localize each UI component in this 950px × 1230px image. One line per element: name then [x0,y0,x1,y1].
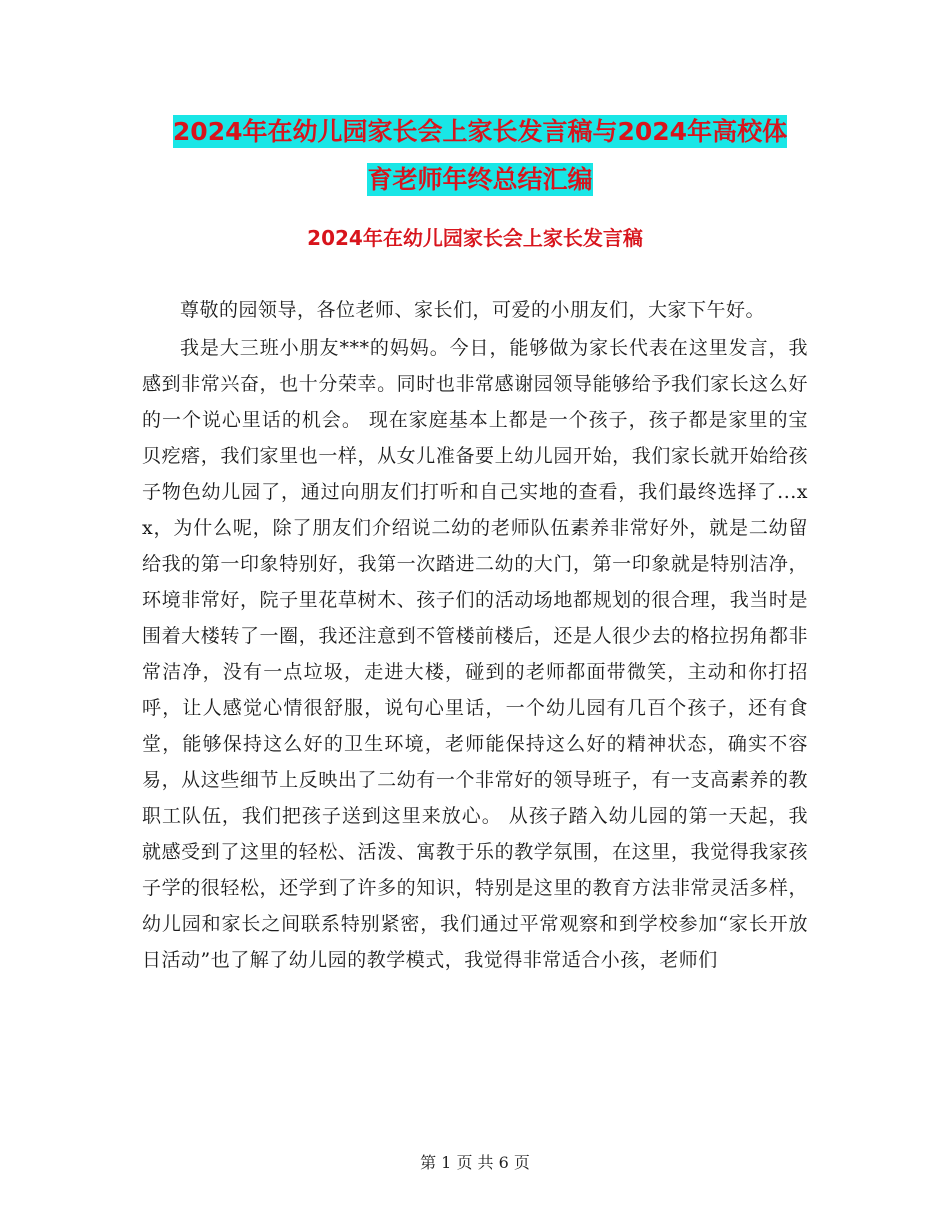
paragraph-main: 我是大三班小朋友***的妈妈。今日，能够做为家长代表在这里发言，我感到非常兴奋，也十分荣幸。同时也非常感谢园领导能够给予我们家长这么好的一个说心里话的机会。 现在家庭基本上都是一个孩子，孩子都是家里的宝贝疙瘩，我们家里也一样，从女儿准备要上幼儿园开始，我们家长就开始给孩子物色幼儿园了，通过向朋友们打听和自己实地的查看，我们最终选择了...xx，为什么呢，除了朋友们介绍说二幼的老师队伍素养非常好外，就是二幼留给我的第一印象特别好，我第一次踏进二幼的大门，第一印象就是特别洁净，环境非常好，院子里花草树木、孩子们的活动场地都规划的很合理，我当时是围着大楼转了一圈，我还注意到不管楼前楼后，还是人很少去的格拉拐角都非常洁净，没有一点垃圾，走进大楼，碰到的老师都面带微笑，主动和你打招呼，让人感觉心情很舒服，说句心里话，一个幼儿园有几百个孩子，还有食堂，能够保持这么好的卫生环境，老师能保持这么好的精神状态，确实不容易，从这些细节上反映出了二幼有一个非常好的领导班子，有一支高素养的教职工队伍，我们把孩子送到这里来放心。 从孩子踏入幼儿园的第一天起，我就感受到了这里的轻松、活泼、寓教于乐的教学氛围，在这里，我觉得我家孩子学的很轻松，还学到了许多的知识，特别是这里的教育方法非常灵活多样，幼儿园和家长之间联系特别紧密，我们通过平常观察和到学校参加“家长开放日活动”也了解了幼儿园的教学模式，我觉得非常适合小孩，老师们 [142,337,808,971]
document-title [140,108,820,204]
body-text [142,292,808,980]
section-title: 2024年在幼儿园家长会上家长发言稿 [307,226,643,250]
document-title-line-1: 2024年在幼儿园家长会上家长发言稿与2024年高校体 [172,117,788,146]
document-title-line-2: 育老师年终总结汇编 [367,165,593,194]
paragraph-greeting: 尊敬的园领导，各位老师、家长们，可爱的小朋友们，大家下午好。 [180,299,766,321]
page-number-footer: 第 1 页 共 6 页 [420,1153,530,1172]
